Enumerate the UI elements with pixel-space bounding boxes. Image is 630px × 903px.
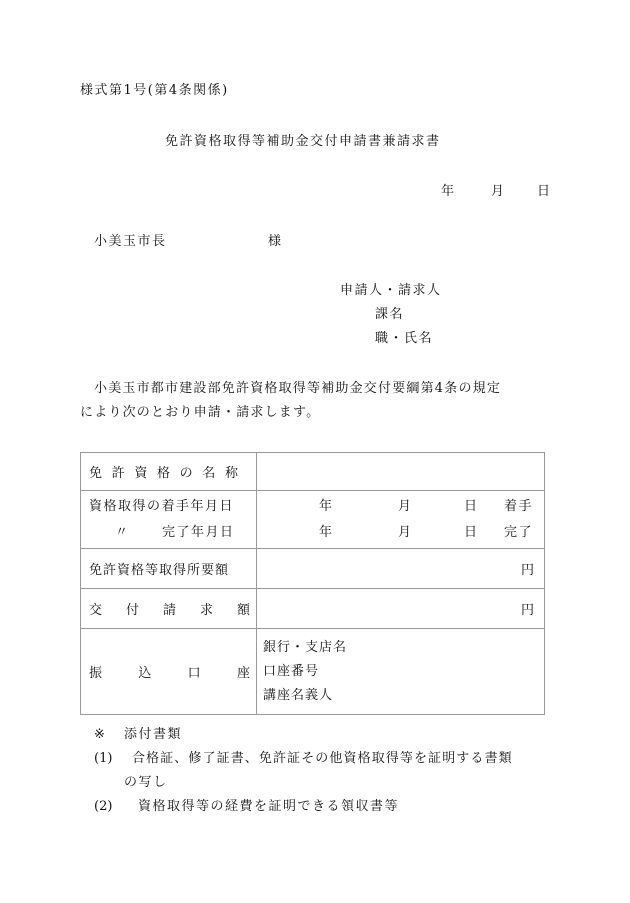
applicant-position-name: 職・氏名	[375, 331, 434, 346]
application-table	[80, 452, 545, 715]
claim-amount-value-cell[interactable]	[257, 589, 545, 629]
row-required-amount	[81, 549, 545, 589]
row-license-name	[81, 453, 545, 491]
ditto-mark: 〃	[115, 524, 129, 540]
row-claim-amount	[81, 589, 545, 629]
addressee-honorific: 様	[268, 234, 282, 249]
start-date-row: 年 月 日 着手	[319, 498, 534, 514]
bank-account-label-cell	[81, 629, 257, 715]
license-name-label: 免 許 資 格 の 名 称	[89, 466, 238, 481]
claim-amount-unit: 円	[520, 603, 534, 618]
note-item-1-number: (1)	[94, 751, 113, 766]
dates-value-cell[interactable]	[257, 491, 545, 549]
bank-account-value-cell[interactable]	[257, 629, 545, 715]
required-amount-label: 免許資格等取得所要額	[89, 563, 230, 578]
required-amount-label-cell	[81, 549, 257, 589]
row-dates	[81, 491, 545, 549]
form-number: 様式第1号(第4条関係)	[80, 83, 229, 98]
bank-account-label: 振 込 口 座	[89, 666, 250, 681]
start-date-label: 資格取得の着手年月日	[89, 498, 235, 514]
dates-label-cell	[81, 491, 257, 549]
note-mark: ※	[94, 727, 105, 742]
note-item-2-text: 資格取得等の経費を証明できる領収書等	[138, 799, 400, 814]
end-date-label: 完了年月日	[162, 524, 235, 540]
addressee-name: 小美玉市長	[94, 234, 167, 249]
notes-header: 添付書類	[124, 727, 183, 742]
required-amount-unit: 円	[520, 563, 534, 578]
body-text-line2: により次のとおり申請・請求します。	[80, 405, 321, 420]
applicant-label: 申請人・請求人	[340, 283, 442, 298]
date-year: 年	[441, 184, 455, 199]
body-text-line1: 小美玉市都市建設部免許資格取得等補助金交付要綱第4条の規定	[94, 381, 502, 396]
date-day: 日	[537, 184, 551, 199]
account-number-label: 口座番号	[263, 663, 320, 679]
note-item-2-number: (2)	[94, 799, 113, 814]
applicant-section: 課名	[375, 307, 405, 322]
bank-branch-name-label: 銀行・支店名	[263, 639, 348, 655]
end-date-row: 年 月 日 完了	[319, 524, 534, 540]
row-bank-account	[81, 629, 545, 715]
document-title: 免許資格取得等補助金交付申請書兼請求書	[165, 134, 441, 149]
license-name-value-cell[interactable]	[257, 453, 545, 491]
claim-amount-label: 交 付 請 求 額	[89, 603, 250, 618]
note-item-1-text-cont: の写し	[124, 775, 168, 790]
account-holder-label: 講座名義人	[263, 687, 334, 703]
date-month: 月	[491, 184, 505, 199]
required-amount-value-cell[interactable]	[257, 549, 545, 589]
license-name-label-cell	[81, 453, 257, 491]
note-item-1-text: 合格証、修了証書、免許証その他資格取得等を証明する書類	[132, 751, 513, 766]
claim-amount-label-cell	[81, 589, 257, 629]
